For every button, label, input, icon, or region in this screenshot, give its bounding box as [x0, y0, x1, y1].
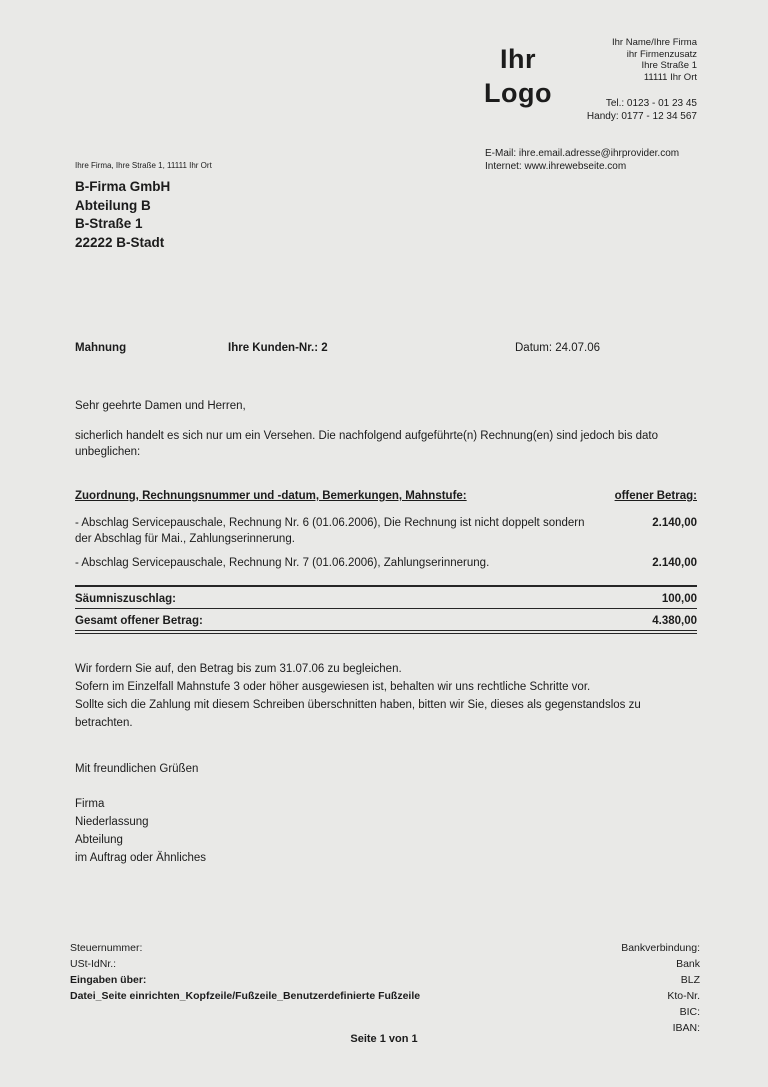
recipient-department: Abteilung B — [75, 197, 151, 213]
signature-department: Abteilung — [75, 834, 123, 846]
bank-connection-label: Bankverbindung: — [621, 942, 700, 954]
subject-label: Mahnung — [75, 342, 127, 354]
blz-label: BLZ — [680, 974, 700, 986]
vat-id-label: USt-IdNr.: — [70, 958, 117, 970]
page-number: Seite 1 von 1 — [350, 1033, 418, 1045]
bic-label: BIC: — [679, 1006, 700, 1018]
sender-street: Ihre Straße 1 — [641, 60, 697, 71]
surcharge-amount: 100,00 — [661, 592, 697, 605]
date-label: Datum: 24.07.06 — [515, 342, 601, 354]
table-header-right: offener Betrag: — [614, 490, 697, 502]
sender-city: 11111 Ihr Ort — [643, 71, 697, 83]
sender-email-block — [485, 147, 679, 173]
footer-tax-block — [70, 940, 420, 1004]
sender-company-suffix: ihr Firmenzusatz — [626, 48, 697, 60]
total-label: Gesamt offener Betrag: — [75, 614, 203, 627]
invoice-row — [75, 516, 697, 547]
logo-line-1: Ihr — [499, 44, 536, 74]
invoice-amount: 2.140,00 — [652, 557, 697, 569]
customer-number: Ihre Kunden-Nr.: 2 — [228, 342, 328, 354]
demand-line: Wir fordern Sie auf, den Betrag bis zum 31.07.06 zu begleichen. — [75, 663, 402, 675]
entries-path: Datei_Seite einrichten_Kopfzeile/Fußzeile_Benutzerdefinierte Fußzeile — [70, 990, 421, 1002]
signature-branch: Niederlassung — [75, 816, 149, 828]
signature-role: im Auftrag oder Ähnliches — [75, 852, 207, 864]
sender-phone-block — [440, 97, 697, 123]
iban-label: IBAN: — [672, 1022, 700, 1034]
demand-line: Sofern im Einzelfall Mahnstufe 3 oder höher ausgewiesen ist, behalten wir uns rechtliche Schritte vor. — [75, 681, 591, 693]
recipient-street: B-Straße 1 — [75, 216, 143, 231]
table-header-row — [75, 490, 697, 502]
intro-paragraph: sicherlich handelt es sich nur um ein Versehen. Die nachfolgend aufgeführte(n) Rechnung(en) sind jedoch bis dato unbeglichen: — [75, 430, 659, 458]
footer-bank-block — [440, 940, 700, 1036]
invoice-description: - Abschlag Servicepauschale, Rechnung Nr. 7 (01.06.2006), Zahlungserinnerung. — [75, 557, 490, 569]
regards-line: Mit freundlichen Grüßen — [75, 763, 199, 775]
surcharge-label: Säumniszuschlag: — [75, 592, 176, 605]
total-amount: 4.380,00 — [652, 614, 697, 627]
recipient-company: B-Firma GmbH — [75, 179, 171, 194]
signature-company: Firma — [75, 798, 105, 810]
total-row — [75, 609, 697, 634]
bank-name-label: Bank — [676, 958, 700, 970]
invoice-description: - Abschlag Servicepauschale, Rechnung Nr. 6 (01.06.2006), Die Rechnung ist nicht doppelt sondern der Abschlag für Mai., Zahlungserinnerung. — [75, 517, 585, 545]
demand-line: Sollte sich die Zahlung mit diesem Schreiben überschnitten haben, bitten wir Sie, dieses als gegenstandslos zu betrachten. — [75, 699, 641, 729]
internet-line: Internet: www.ihrewebseite.com — [485, 161, 627, 172]
return-address-line: Ihre Firma, Ihre Straße 1, 11111 Ihr Ort — [75, 161, 212, 170]
account-number-label: Kto-Nr. — [667, 990, 700, 1002]
mobile-line: Handy: 0177 - 12 34 567 — [586, 111, 697, 122]
salutation: Sehr geehrte Damen und Herren, — [75, 400, 246, 412]
invoice-amount: 2.140,00 — [652, 517, 697, 529]
sender-contact-block — [440, 37, 697, 83]
invoice-row — [75, 556, 697, 572]
demand-paragraph — [75, 660, 697, 732]
entries-label: Eingaben über: — [70, 974, 147, 986]
recipient-address — [75, 178, 170, 252]
email-line: E-Mail: ihre.email.adresse@ihrprovider.com — [485, 148, 680, 159]
logo-line-2: Logo — [484, 78, 552, 108]
phone-line: Tel.: 0123 - 01 23 45 — [605, 98, 697, 109]
signature-block — [75, 795, 206, 867]
tax-number-label: Steuernummer: — [70, 942, 143, 954]
surcharge-row — [75, 587, 697, 609]
recipient-city: 22222 B-Stadt — [75, 234, 165, 250]
table-header-left: Zuordnung, Rechnungsnummer und -datum, Bemerkungen, Mahnstufe: — [75, 490, 467, 502]
sender-name: Ihr Name/Ihre Firma — [612, 37, 697, 48]
invoice-table — [75, 490, 697, 634]
